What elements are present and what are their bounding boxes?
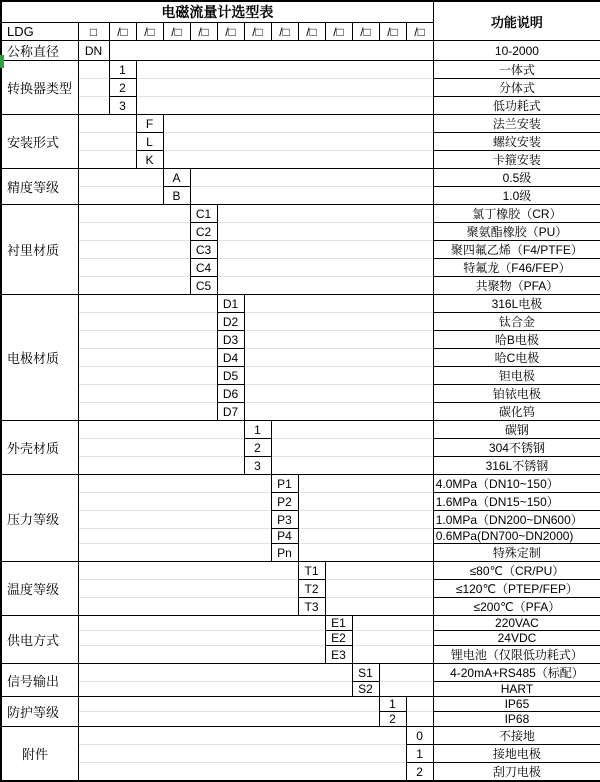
option-code: C5 <box>190 277 217 295</box>
option-code: E3 <box>325 646 352 664</box>
spacer-cell <box>78 259 190 277</box>
option-code: D3 <box>217 331 244 349</box>
spacer-cell <box>190 187 433 205</box>
category-accuracy-class: 精度等级 <box>1 169 78 205</box>
option-code: D7 <box>217 403 244 421</box>
spacer-cell <box>78 421 244 439</box>
spacer-cell <box>78 187 163 205</box>
category-nominal-diameter: 公称直径 <box>1 41 78 61</box>
spacer-cell <box>78 115 136 133</box>
spacer-cell <box>78 646 325 664</box>
category-signal-output: 信号输出 <box>1 664 78 697</box>
spacer-cell <box>78 133 136 151</box>
spacer-cell <box>352 616 433 631</box>
option-description: 分体式 <box>433 79 600 97</box>
option-code: D2 <box>217 313 244 331</box>
option-description: 304不锈钢 <box>433 439 600 457</box>
model-prefix: LDG <box>1 23 78 41</box>
option-description: 氯丁橡胶（CR） <box>433 205 600 223</box>
option-description: 1.6MPa（DN15~150） <box>433 493 600 511</box>
option-code: 1 <box>406 745 433 763</box>
option-description: ≤200℃（PFA） <box>433 598 600 616</box>
spacer-cell <box>78 295 217 313</box>
spacer-cell <box>78 493 271 511</box>
spacer-cell <box>136 61 433 79</box>
option-description: 4.0MPa（DN10~150） <box>433 475 600 493</box>
option-code: T1 <box>298 562 325 580</box>
option-code: 2 <box>406 763 433 782</box>
spacer-cell <box>217 241 433 259</box>
model-code-slot: /□ <box>244 23 271 41</box>
option-description: 碳化钨 <box>433 403 600 421</box>
option-description: 0.5级 <box>433 169 600 187</box>
category-power-supply: 供电方式 <box>1 616 78 664</box>
option-description: ≤80℃（CR/PU） <box>433 562 600 580</box>
spacer-cell <box>78 544 271 562</box>
model-code-box: □ <box>78 23 109 41</box>
spacer-cell <box>78 331 217 349</box>
category-protection-rating: 防护等级 <box>1 697 78 727</box>
spacer-cell <box>78 631 325 646</box>
spacer-cell <box>325 598 433 616</box>
spacer-cell <box>217 259 433 277</box>
category-temperature-rating: 温度等级 <box>1 562 78 616</box>
option-description: 聚四氟乙烯（F4/PTFE） <box>433 241 600 259</box>
model-code-slot: /□ <box>163 23 190 41</box>
spacer-cell <box>217 277 433 295</box>
option-code: P3 <box>271 511 298 529</box>
option-code: 1 <box>379 697 406 712</box>
model-code-slot: /□ <box>109 23 136 41</box>
model-code-slot: /□ <box>325 23 352 41</box>
spacer-cell <box>78 457 244 475</box>
spacer-cell <box>217 223 433 241</box>
spacer-cell <box>78 241 190 259</box>
spacer-cell <box>271 421 433 439</box>
spacer-cell <box>78 712 379 727</box>
option-description: 接地电极 <box>433 745 600 763</box>
option-description: 低功耗式 <box>433 97 600 115</box>
spacer-cell <box>78 439 244 457</box>
option-description: IP65 <box>433 697 600 712</box>
option-description: 316L电极 <box>433 295 600 313</box>
category-pressure-rating: 压力等级 <box>1 475 78 562</box>
spacer-cell <box>244 349 433 367</box>
model-code-slot: /□ <box>271 23 298 41</box>
category-installation-type: 安装形式 <box>1 115 78 169</box>
option-description: 哈C电极 <box>433 349 600 367</box>
option-code: D4 <box>217 349 244 367</box>
option-description: 共聚物（PFA） <box>433 277 600 295</box>
option-code: 2 <box>379 712 406 727</box>
model-code-slot: /□ <box>298 23 325 41</box>
spacer-cell <box>78 664 352 682</box>
spacer-cell <box>298 511 433 529</box>
spacer-cell <box>298 529 433 544</box>
option-description: 法兰安装 <box>433 115 600 133</box>
option-description: ≤120℃（PTEP/FEP） <box>433 580 600 598</box>
category-electrode-material: 电极材质 <box>1 295 78 421</box>
option-code: F <box>136 115 163 133</box>
category-housing-material: 外壳材质 <box>1 421 78 475</box>
option-code: 1 <box>109 61 136 79</box>
option-description: 卡箍安装 <box>433 151 600 169</box>
option-code: T3 <box>298 598 325 616</box>
spacer-cell <box>406 697 433 712</box>
spacer-cell <box>78 403 217 421</box>
spacer-cell <box>78 727 406 745</box>
spacer-cell <box>78 697 379 712</box>
option-code: D5 <box>217 367 244 385</box>
option-code: P2 <box>271 493 298 511</box>
option-description: 316L不锈钢 <box>433 457 600 475</box>
option-code: L <box>136 133 163 151</box>
option-code: B <box>163 187 190 205</box>
spacer-cell <box>271 457 433 475</box>
option-description: 一体式 <box>433 61 600 79</box>
option-code: 1 <box>244 421 271 439</box>
option-code: D1 <box>217 295 244 313</box>
option-code: 3 <box>244 457 271 475</box>
option-code: E2 <box>325 631 352 646</box>
spacer-cell <box>78 79 109 97</box>
spacer-cell <box>244 295 433 313</box>
spacer-cell <box>406 712 433 727</box>
option-description: 0.6MPa(DN700~DN2000) <box>433 529 600 544</box>
spacer-cell <box>325 562 433 580</box>
category-converter-type: 转换器类型 <box>1 61 78 115</box>
spacer-cell <box>244 403 433 421</box>
spacer-cell <box>78 277 190 295</box>
option-description: 碳钢 <box>433 421 600 439</box>
spacer-cell <box>78 169 163 187</box>
spacer-cell <box>78 205 190 223</box>
spacer-cell <box>244 367 433 385</box>
spacer-cell <box>78 580 298 598</box>
spacer-cell <box>78 151 136 169</box>
spacer-cell <box>78 313 217 331</box>
model-code-slot: /□ <box>406 23 433 41</box>
option-code: A <box>163 169 190 187</box>
spacer-cell <box>78 367 217 385</box>
option-code: K <box>136 151 163 169</box>
green-selection-artifact <box>0 55 4 68</box>
spacer-cell <box>78 97 109 115</box>
option-description: 锂电池（仅限低功耗式） <box>433 646 600 664</box>
option-description: 螺纹安装 <box>433 133 600 151</box>
option-description: IP68 <box>433 712 600 727</box>
spacer-cell <box>352 646 433 664</box>
spacer-cell <box>78 511 271 529</box>
spacer-cell <box>352 631 433 646</box>
option-description: HART <box>433 682 600 697</box>
spacer-cell <box>78 349 217 367</box>
spacer-cell <box>78 745 406 763</box>
spacer-cell <box>136 79 433 97</box>
spacer-cell <box>78 223 190 241</box>
spacer-cell <box>244 385 433 403</box>
option-description: 钽电极 <box>433 367 600 385</box>
spacer-cell <box>244 313 433 331</box>
option-code: C2 <box>190 223 217 241</box>
option-code: 0 <box>406 727 433 745</box>
spacer-cell <box>379 682 433 697</box>
option-description: 特氟龙（F46/FEP） <box>433 259 600 277</box>
option-code: S2 <box>352 682 379 697</box>
spacer-cell <box>78 385 217 403</box>
spacer-cell <box>78 682 352 697</box>
option-description: 10-2000 <box>433 41 600 61</box>
category-accessories: 附件 <box>1 727 78 782</box>
option-code: DN <box>78 41 109 61</box>
model-code-slot: /□ <box>136 23 163 41</box>
function-column-header: 功能说明 <box>433 1 600 41</box>
option-code: 2 <box>244 439 271 457</box>
model-code-slot: /□ <box>217 23 244 41</box>
spacer-cell <box>163 133 433 151</box>
option-code: 3 <box>109 97 136 115</box>
spacer-cell <box>325 580 433 598</box>
spacer-cell <box>298 544 433 562</box>
option-code: C3 <box>190 241 217 259</box>
spacer-cell <box>163 151 433 169</box>
spacer-cell <box>190 169 433 187</box>
spacer-cell <box>271 439 433 457</box>
spacer-cell <box>78 598 298 616</box>
spacer-cell <box>298 493 433 511</box>
model-code-slot: /□ <box>379 23 406 41</box>
option-description: 220VAC <box>433 616 600 631</box>
option-code: C1 <box>190 205 217 223</box>
spacer-cell <box>163 115 433 133</box>
option-description: 1.0MPa（DN200~DN600） <box>433 511 600 529</box>
spacer-cell <box>217 205 433 223</box>
option-description: 4-20mA+RS485（标配） <box>433 664 600 682</box>
option-description: 1.0级 <box>433 187 600 205</box>
option-description: 哈B电极 <box>433 331 600 349</box>
spacer-cell <box>78 616 325 631</box>
option-code: T2 <box>298 580 325 598</box>
model-code-slot: /□ <box>190 23 217 41</box>
option-description: 聚氨酯橡胶（PU） <box>433 223 600 241</box>
spacer-cell <box>78 61 109 79</box>
spacer-cell <box>109 41 433 61</box>
option-description: 刮刀电极 <box>433 763 600 782</box>
option-code: P4 <box>271 529 298 544</box>
spacer-cell <box>78 763 406 782</box>
spacer-cell <box>136 97 433 115</box>
option-code: D6 <box>217 385 244 403</box>
option-code: Pn <box>271 544 298 562</box>
spacer-cell <box>244 331 433 349</box>
option-description: 特殊定制 <box>433 544 600 562</box>
option-description: 铂铱电极 <box>433 385 600 403</box>
option-description: 钛合金 <box>433 313 600 331</box>
option-description: 24VDC <box>433 631 600 646</box>
option-code: S1 <box>352 664 379 682</box>
option-code: 2 <box>109 79 136 97</box>
spacer-cell <box>78 475 271 493</box>
option-code: E1 <box>325 616 352 631</box>
option-code: C4 <box>190 259 217 277</box>
spacer-cell <box>298 475 433 493</box>
option-code: P1 <box>271 475 298 493</box>
spacer-cell <box>78 562 298 580</box>
model-code-slot: /□ <box>352 23 379 41</box>
spacer-cell <box>379 664 433 682</box>
spacer-cell <box>78 529 271 544</box>
table-title: 电磁流量计选型表 <box>1 1 433 23</box>
option-description: 不接地 <box>433 727 600 745</box>
category-lining-material: 衬里材质 <box>1 205 78 295</box>
